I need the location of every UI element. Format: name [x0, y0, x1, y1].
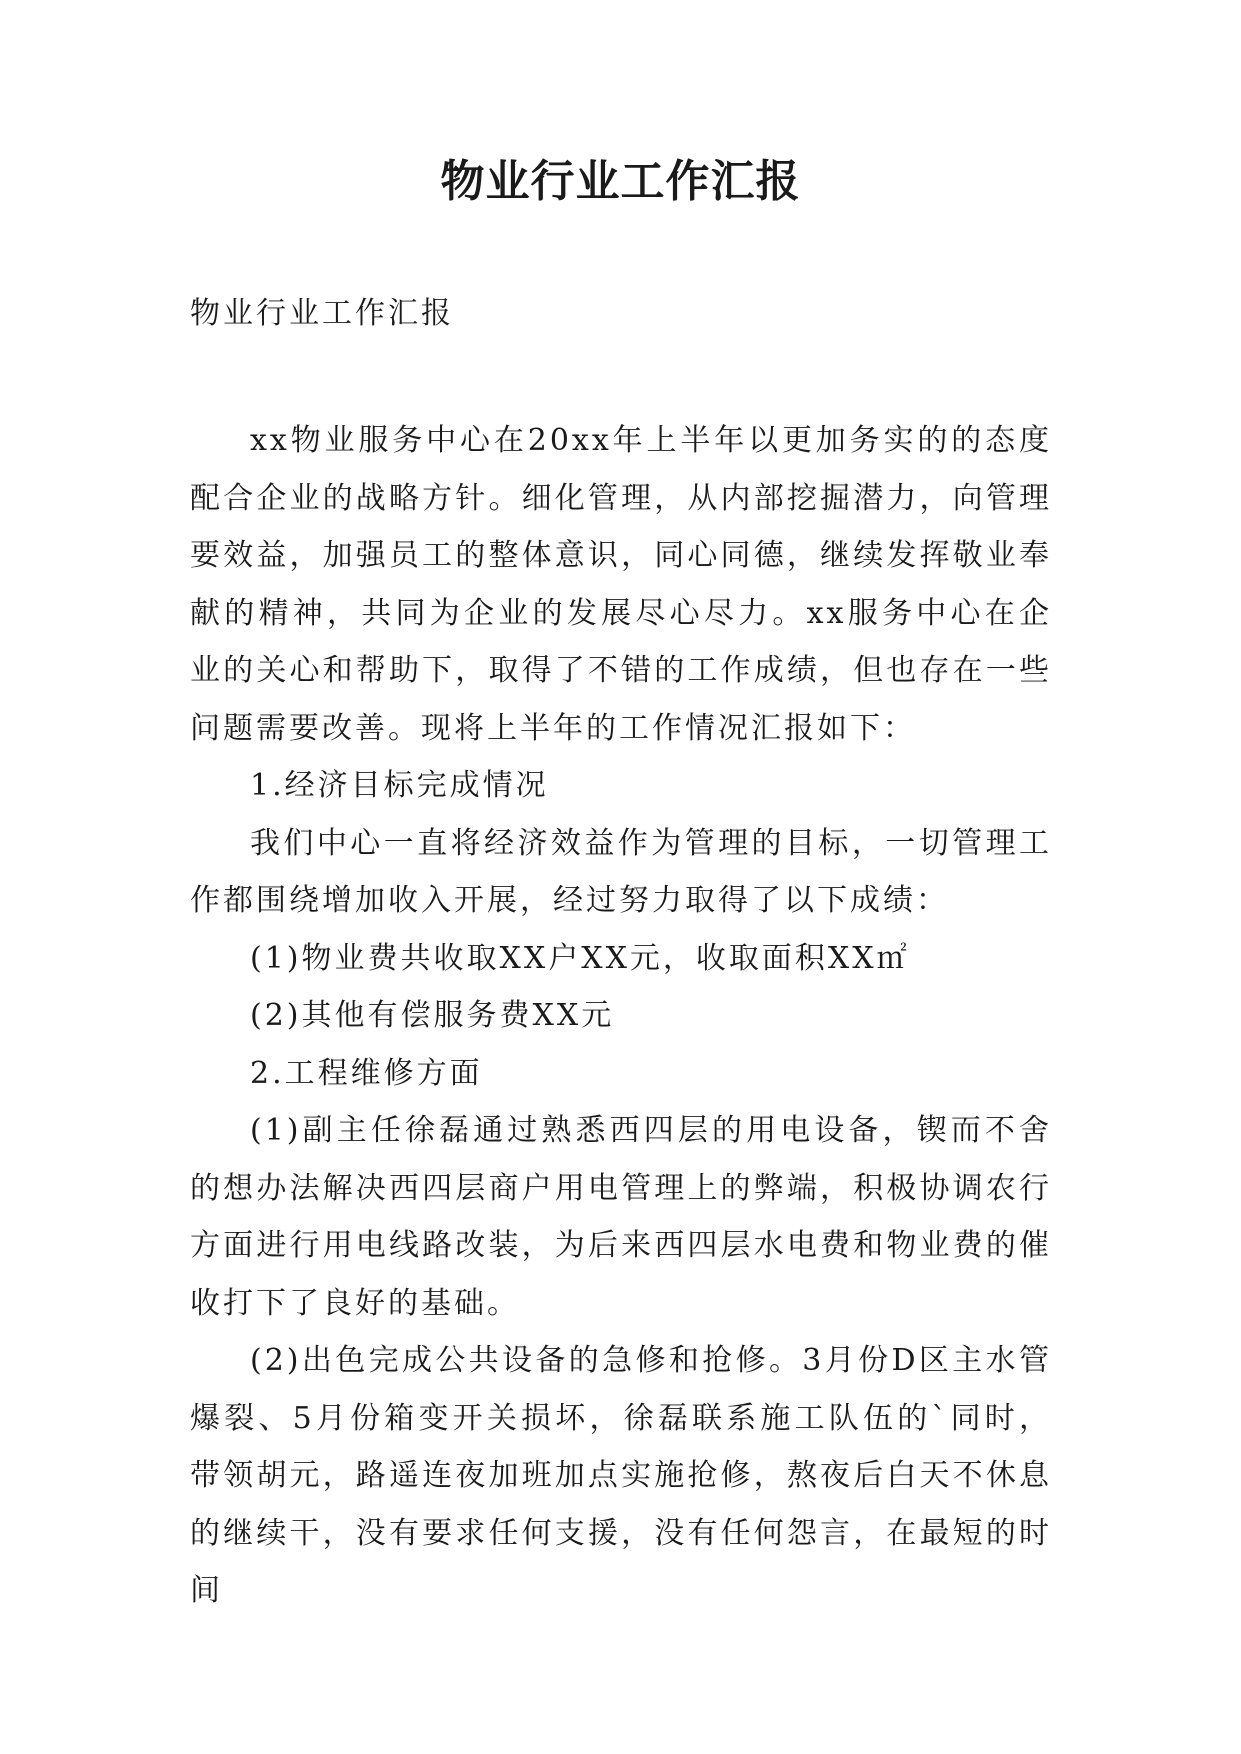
heading-economic-goals: 1.经济目标完成情况	[250, 768, 549, 803]
paragraph-engineering-1: (1)副主任徐磊通过熟悉西四层的用电设备，锲而不舍的想办法解决西四层商户用电管理上的弊端，积极协调农行方面进行用电线路改装，为后来西四层水电费和物业费的催收打下了良好的基础。	[190, 1113, 1052, 1321]
document-body	[190, 412, 1052, 1620]
paragraph-economic: 我们中心一直将经济效益作为管理的目标，一切管理工作都围绕增加收入开展，经过努力取得了以下成绩：	[190, 825, 1052, 918]
item-property-fee: (1)物业费共收取XX户XX元，收取面积XX㎡	[250, 940, 910, 976]
document-subtitle: 物业行业工作汇报	[190, 296, 454, 331]
item-other-fees: (2)其他有偿服务费XX元	[250, 998, 615, 1033]
paragraph-intro: xx物业服务中心在20xx年上半年以更加务实的的态度配合企业的战略方针。细化管理，从内部挖掘潜力，向管理要效益，加强员工的整体意识，同心同德，继续发挥敬业奉献的精神，共同为企业的发展尽心尽力。xx服务中心在企业的关心和帮助下，取得了不错的工作成绩，但也存在一些问题需要改善。现将上半年的工作情况汇报如下：	[190, 423, 1052, 746]
document-title: 物业行业工作汇报	[440, 156, 801, 207]
paragraph-engineering-2: (2)出色完成公共设备的急修和抢修。3月份D区主水管爆裂、5月份箱变开关损坏，徐磊联系施工队伍的`同时，带领胡元，路遥连夜加班加点实施抢修，熬夜后白天不休息的继续干，没有要求任何支援，没有任何怨言，在最短的时间	[190, 1343, 1052, 1608]
heading-engineering: 2.工程维修方面	[250, 1055, 483, 1091]
